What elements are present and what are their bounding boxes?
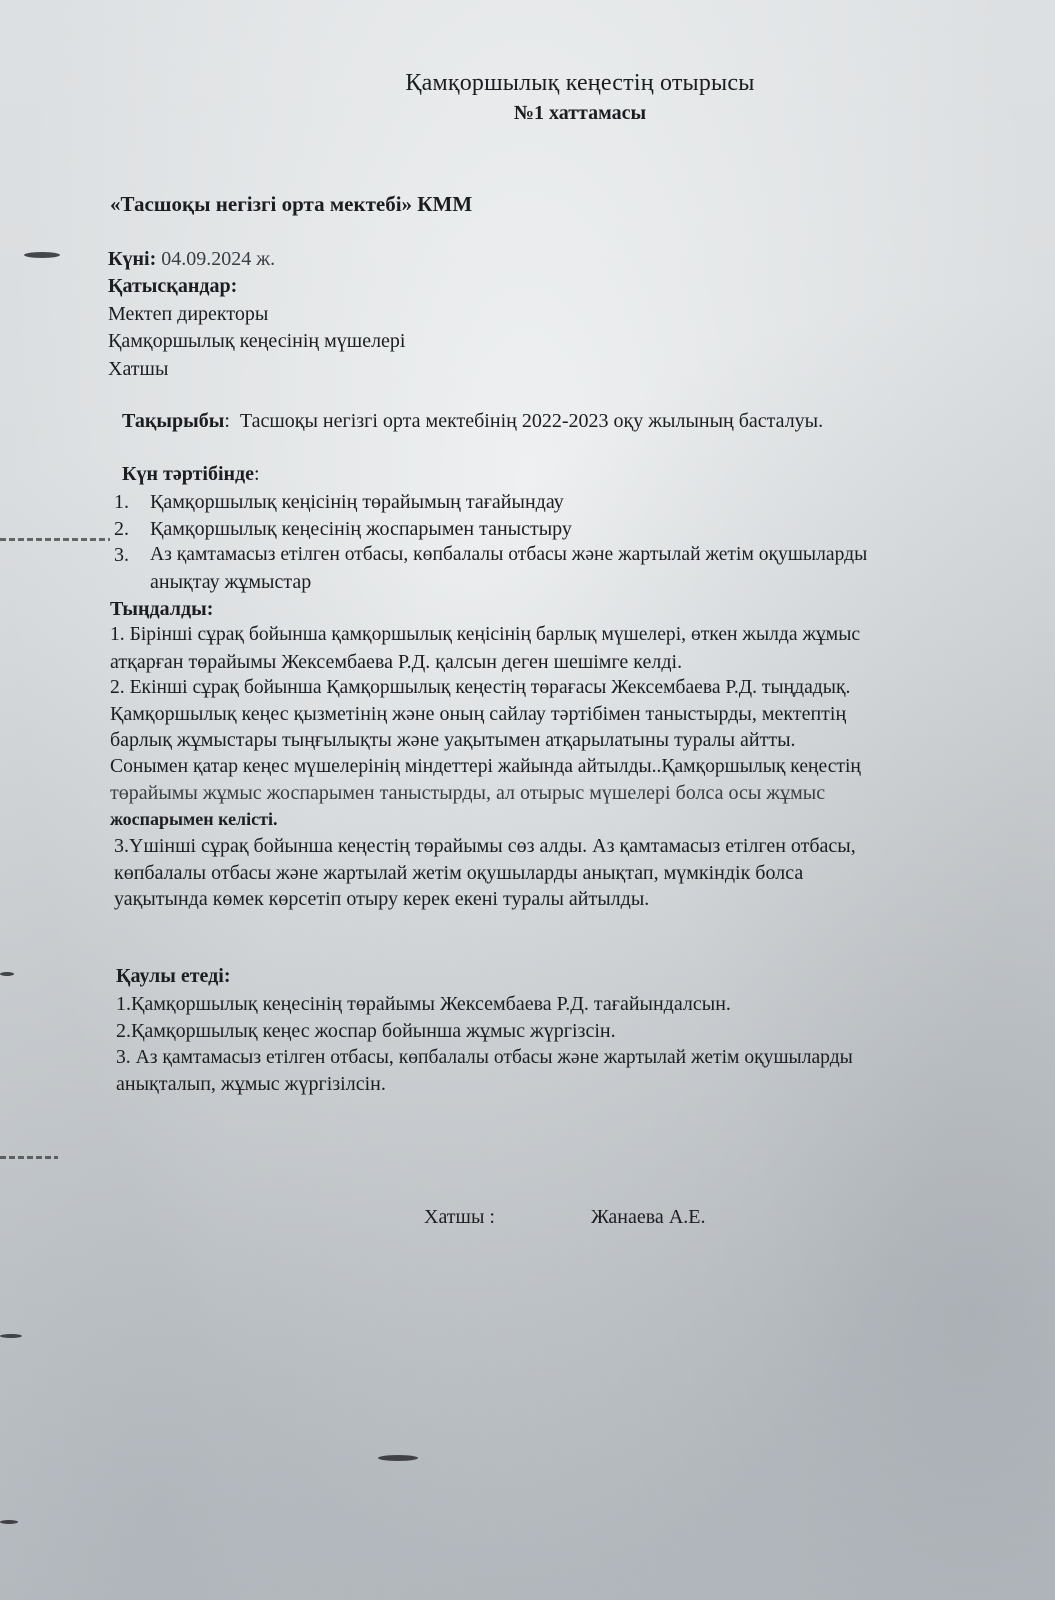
date-value: 04.09.2024 ж.	[161, 248, 276, 270]
agenda-item: Қамқоршылық кеңесінің жоспарымен таныстыру	[150, 518, 572, 540]
agenda-item-continuation: анықтау жұмыстар	[150, 571, 312, 593]
date-label: Күні:	[108, 248, 157, 270]
heard-line: 3.Үшінші сұрақ бойынша кеңестің төрайымы сөз алды. Аз қамтамасыз етілген отбасы,	[114, 835, 856, 857]
meeting-topic	[122, 408, 823, 434]
agenda-colon: :	[254, 463, 260, 485]
heard-line: 1. Бірінші сұрақ бойынша қамқоршылық кеңісінің барлық мүшелері, өткен жылда жұмыс	[110, 624, 861, 645]
agenda-heading	[122, 461, 260, 487]
resolution-label: Қаулы етеді:	[116, 965, 231, 987]
resolution-line: 2.Қамқоршылық кеңес жоспар бойынша жұмыс жүргізсін.	[116, 1020, 616, 1042]
agenda-item-number: 3.	[114, 544, 129, 566]
participant-item: Қамқоршылық кеңесінің мүшелері	[108, 330, 406, 352]
binding-mark	[378, 1455, 418, 1461]
topic-text: Тасшоқы негізгі орта мектебінің 2022-2023 оқу жылының басталуы.	[239, 410, 824, 432]
protocol-number: №1 хаттамасы	[513, 102, 647, 124]
heard-line: жоспарымен келісті.	[110, 809, 278, 829]
participants-label: Қатысқандар:	[108, 275, 238, 297]
heard-line: атқарған төрайымы Жексембаева Р.Д. қалсын деген шешімге келді.	[110, 651, 683, 673]
organization-name: «Тасшоқы негізгі орта мектебі» КММ	[110, 192, 473, 216]
heard-line: Сонымен қатар кеңес мүшелерінің міндеттері жайында айтылды..Қамқоршылық кеңестің	[110, 756, 861, 777]
document-title: Қамқоршылық кеңестің отырысы	[405, 70, 755, 96]
binding-mark	[0, 1520, 18, 1524]
heard-line: 2. Екінші сұрақ бойынша Қамқоршылық кеңестің төрағасы Жексембаева Р.Д. тыңдадық.	[110, 677, 851, 698]
topic-label: Тақырыбы	[122, 410, 225, 432]
binding-mark	[0, 972, 14, 976]
binding-mark	[0, 1156, 58, 1159]
heard-label: Тыңдалды:	[110, 598, 214, 620]
participant-item: Мектеп директоры	[108, 303, 269, 325]
topic-colon: :	[224, 410, 230, 432]
binding-mark	[24, 252, 60, 258]
resolution-line: 3. Аз қамтамасыз етілген отбасы, көпбалалы отбасы және жартылай жетім оқушыларды	[116, 1047, 853, 1068]
heard-line: уақытында көмек көрсетіп отыру керек екені туралы айтылды.	[114, 888, 650, 910]
meeting-date	[108, 246, 275, 272]
resolution-line: 1.Қамқоршылық кеңесінің төрайымы Жексембаева Р.Д. тағайындалсын.	[116, 993, 731, 1015]
binding-mark	[0, 538, 110, 541]
agenda-item: Аз қамтамасыз етілген отбасы, көпбалалы отбасы және жартылай жетім оқушыларды	[150, 544, 868, 565]
heard-line: Қамқоршылық кеңес қызметінің және оның сайлау тәртібімен таныстырды, мектептің	[110, 703, 847, 725]
agenda-item-number: 2.	[114, 518, 129, 540]
heard-line: көпбалалы отбасы және жартылай жетім оқушыларды анықтап, мүмкіндік болса	[114, 862, 804, 884]
heard-line: барлық жұмыстары тыңғылықты және уақытымен атқарылатыны туралы айтты.	[110, 729, 796, 751]
agenda-item-number: 1.	[114, 491, 129, 513]
signature-name: Жанаева А.Е.	[591, 1206, 706, 1228]
binding-mark	[0, 1334, 22, 1338]
agenda-label: Күн тәртібінде	[122, 463, 255, 485]
participant-item: Хатшы	[108, 358, 169, 380]
agenda-item: Қамқоршылық кеңісінің төрайымың тағайындау	[150, 491, 564, 513]
resolution-line: анықталып, жұмыс жүргізілсін.	[116, 1073, 386, 1095]
signature-role: Хатшы :	[424, 1206, 495, 1228]
heard-line: төрайымы жұмыс жоспарымен таныстырды, ал отырыс мүшелері болса осы жұмыс	[110, 782, 826, 804]
